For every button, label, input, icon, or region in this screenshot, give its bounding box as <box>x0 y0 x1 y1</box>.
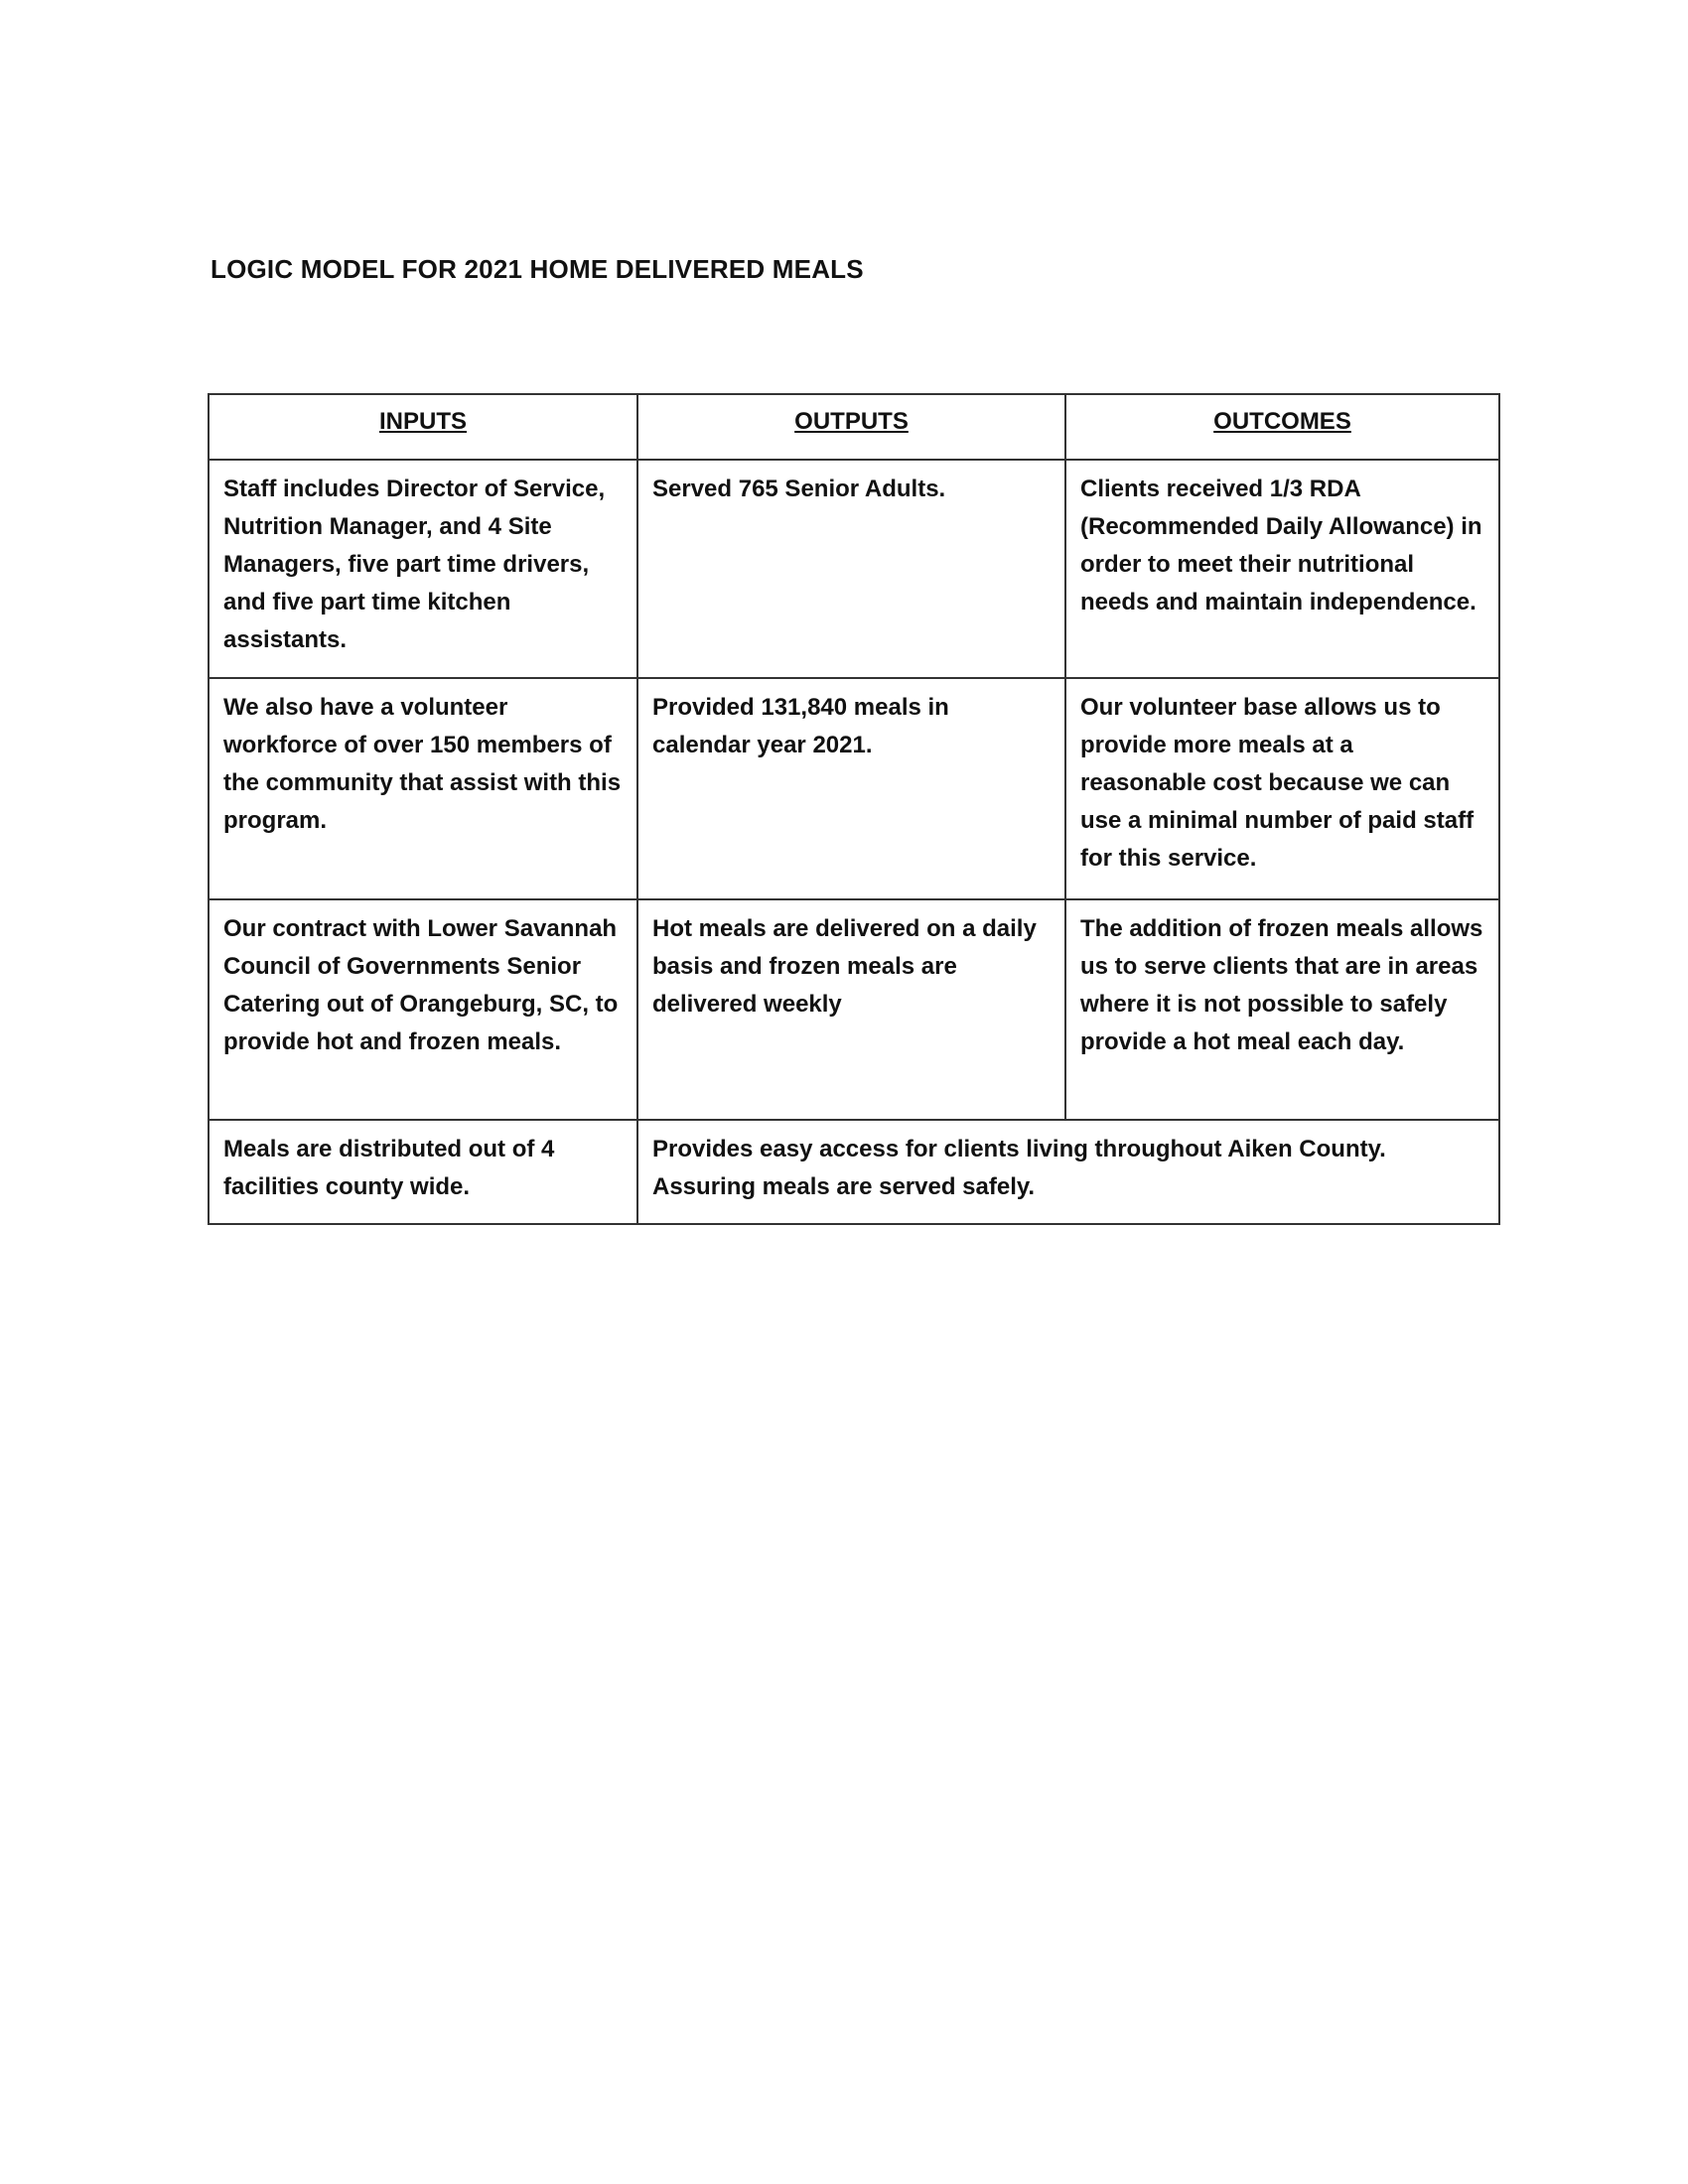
table-header-row <box>209 394 1499 460</box>
outcome-cell: Our volunteer base allows us to provide more meals at a reasonable cost because we can use a minimal number of paid staff for this service. <box>1065 678 1499 899</box>
table-row <box>209 1120 1499 1224</box>
page-title: LOGIC MODEL FOR 2021 HOME DELIVERED MEALS <box>211 254 864 284</box>
outcome-cell: The addition of frozen meals allows us to serve clients that are in areas where it is not possible to safely provide a hot meal each day. <box>1065 899 1499 1120</box>
input-cell: Meals are distributed out of 4 facilities county wide. <box>209 1120 637 1224</box>
table-row <box>209 678 1499 899</box>
header-outcomes: OUTCOMES <box>1065 394 1499 460</box>
input-cell: Staff includes Director of Service, Nutrition Manager, and 4 Site Managers, five part time drivers, and five part time kitchen assistants. <box>209 460 637 678</box>
merged-cell-line-1: Provides easy access for clients living throughout Aiken County. <box>652 1136 1386 1162</box>
input-cell: Our contract with Lower Savannah Council of Governments Senior Catering out of Orangeburg, SC, to provide hot and frozen meals. <box>209 899 637 1120</box>
table-row <box>209 460 1499 678</box>
table-row <box>209 899 1499 1120</box>
merged-cell-line-2: Assuring meals are served safely. <box>652 1173 1036 1200</box>
input-cell: We also have a volunteer workforce of over 150 members of the community that assist with this program. <box>209 678 637 899</box>
header-outputs: OUTPUTS <box>637 394 1065 460</box>
output-cell: Hot meals are delivered on a daily basis and frozen meals are delivered weekly <box>637 899 1065 1120</box>
header-inputs: INPUTS <box>209 394 637 460</box>
output-cell: Provided 131,840 meals in calendar year 2021. <box>637 678 1065 899</box>
outcome-cell: Clients received 1/3 RDA (Recommended Daily Allowance) in order to meet their nutritional needs and maintain independence. <box>1065 460 1499 678</box>
output-cell: Served 765 Senior Adults. <box>637 460 1065 678</box>
logic-model-table <box>208 393 1500 1225</box>
merged-output-outcome-cell <box>637 1120 1499 1224</box>
